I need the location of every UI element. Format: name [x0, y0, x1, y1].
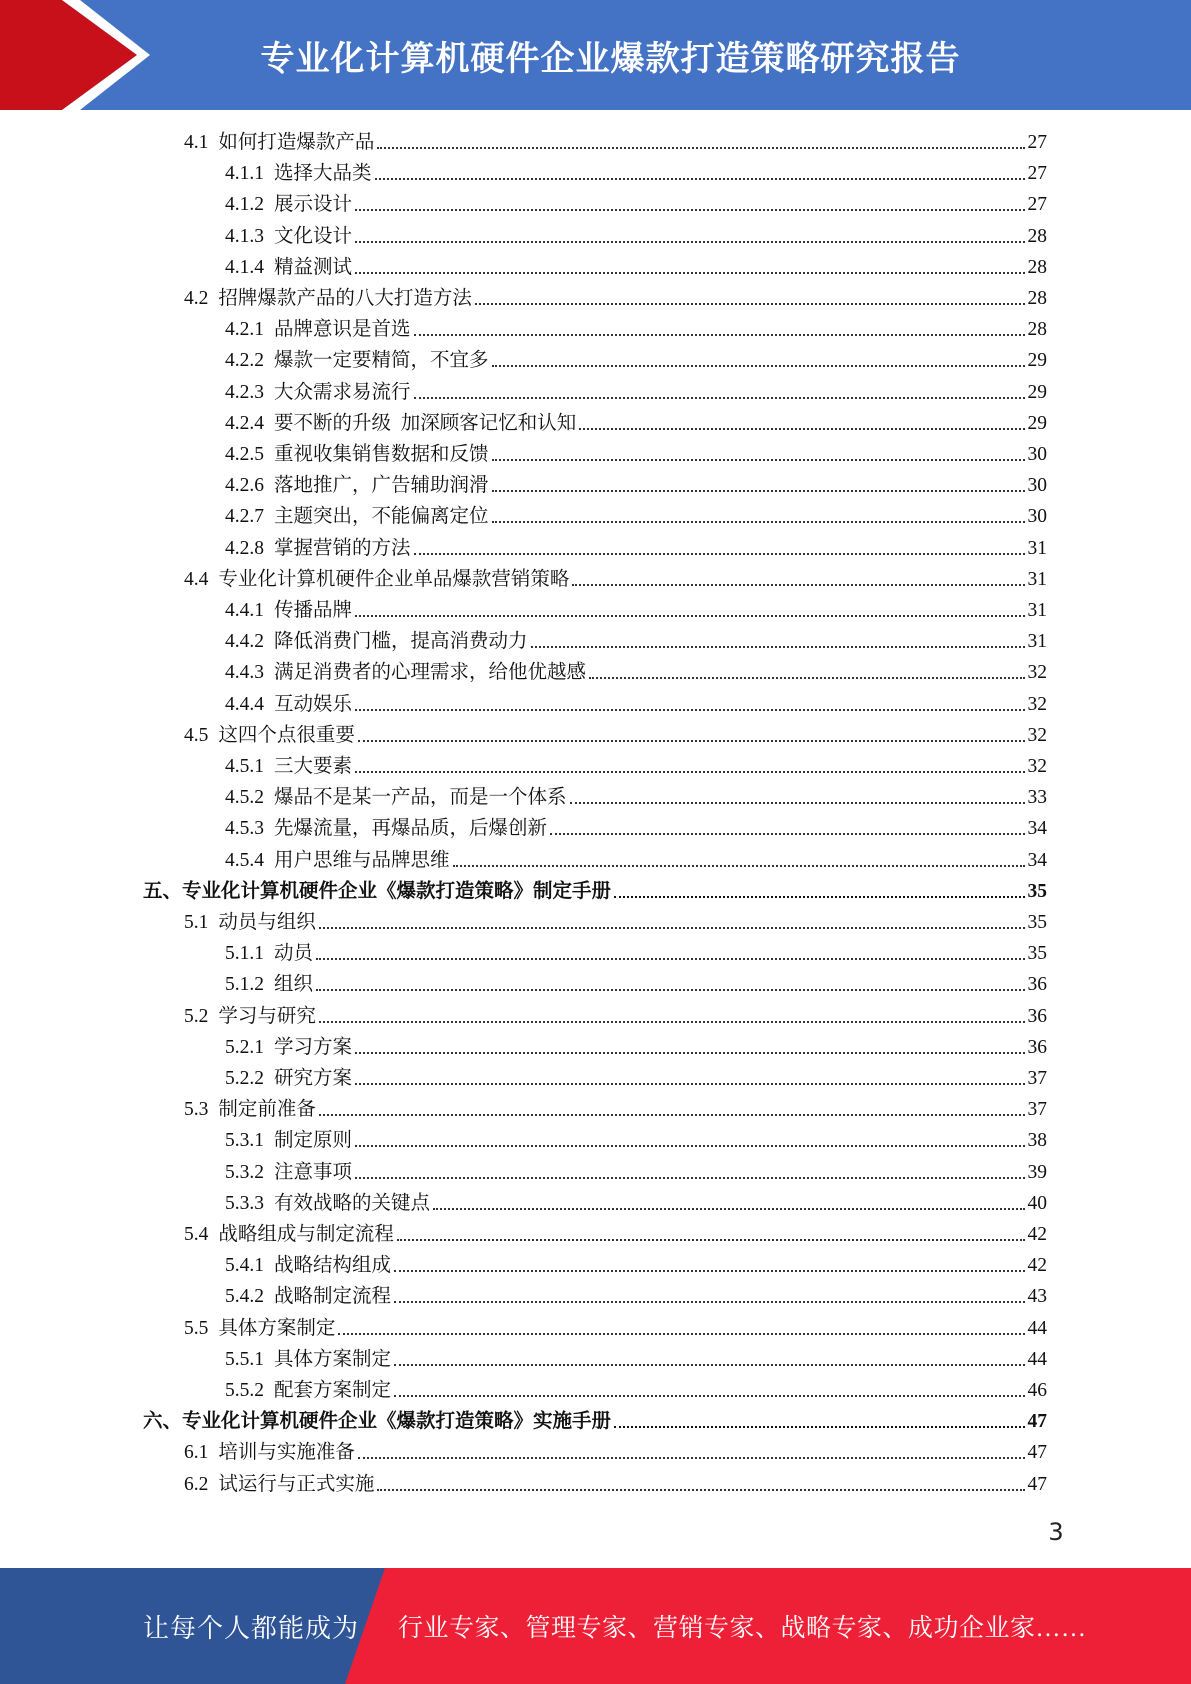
toc-entry[interactable] — [184, 907, 1047, 938]
toc-entry-title: 传播品牌 — [274, 600, 353, 621]
toc-entry-number: 4.1.1 — [225, 163, 264, 185]
toc-leader-dots — [433, 1207, 1024, 1210]
toc-entry-title: 制定原则 — [274, 1130, 353, 1152]
toc-entry-number: 4.1 — [184, 132, 209, 153]
toc-entry[interactable] — [225, 377, 1047, 408]
toc-entry-title: 专业化计算机硬件企业单品爆款营销策略 — [218, 568, 570, 590]
toc-entry-page: 30 — [1027, 506, 1047, 528]
toc-entry-number: 4.2.7 — [225, 506, 264, 528]
toc-entry-number: 5.4.1 — [225, 1255, 264, 1277]
toc-entry-page: 36 — [1027, 1005, 1047, 1027]
toc-entry-title: 爆款一定要精简，不宜多 — [274, 350, 489, 372]
toc-leader-dots — [355, 1176, 1024, 1179]
toc-entry-title: 重视收集销售数据和反馈 — [274, 444, 489, 465]
toc-entry-title: 先爆流量，再爆品质，后爆创新 — [274, 818, 548, 840]
toc-entry[interactable] — [225, 751, 1047, 782]
toc-entry-page: 30 — [1027, 475, 1047, 497]
toc-entry-title: 专业化计算机硬件企业《爆款打造策略》实施手册 — [182, 1411, 612, 1433]
toc-leader-dots — [355, 770, 1024, 773]
toc-entry-title: 制定前准备 — [218, 1099, 316, 1121]
toc-entry-title: 学习方案 — [274, 1036, 353, 1058]
toc-leader-dots — [492, 458, 1025, 461]
toc-entry[interactable] — [225, 657, 1047, 688]
toc-entry[interactable] — [184, 1313, 1047, 1344]
toc-entry[interactable] — [225, 1063, 1047, 1094]
toc-leader-dots — [589, 676, 1024, 679]
toc-leader-dots — [492, 489, 1025, 492]
toc-entry-page: 31 — [1027, 631, 1047, 653]
toc-entry[interactable] — [225, 470, 1047, 501]
toc-leader-dots — [355, 1144, 1024, 1147]
toc-entry-number: 5.3.2 — [225, 1161, 264, 1183]
toc-entry[interactable] — [225, 1032, 1047, 1063]
toc-leader-dots — [355, 708, 1024, 711]
toc-entry-title: 降低消费门槛，提高消费动力 — [274, 631, 528, 653]
toc-entry[interactable] — [184, 283, 1047, 314]
toc-entry-page: 46 — [1027, 1380, 1047, 1401]
toc-entry[interactable] — [225, 533, 1047, 564]
toc-leader-dots — [316, 957, 1024, 960]
toc-entry-page: 32 — [1027, 693, 1047, 715]
toc-leader-dots — [394, 1300, 1024, 1303]
toc-entry-page: 31 — [1027, 600, 1047, 621]
toc-entry-page: 36 — [1027, 1036, 1047, 1058]
toc-entry[interactable] — [184, 720, 1047, 751]
toc-leader-dots — [570, 801, 1025, 804]
toc-entry-page: 28 — [1027, 225, 1047, 247]
toc-entry-title: 大众需求易流行 — [274, 381, 411, 403]
toc-entry[interactable] — [184, 1219, 1047, 1250]
toc-entry-number: 5.3.1 — [225, 1130, 264, 1152]
toc-entry-number: 6.2 — [184, 1473, 209, 1495]
toc-entry-page: 31 — [1027, 537, 1047, 559]
toc-entry[interactable] — [225, 1281, 1047, 1312]
toc-entry-title: 用户思维与品牌思维 — [274, 849, 450, 871]
toc-entry-number: 5.5.1 — [225, 1348, 264, 1370]
toc-leader-dots — [377, 146, 1024, 149]
toc-entry-number: 4.1.4 — [225, 256, 264, 278]
toc-entry-title: 有效战略的关键点 — [274, 1192, 431, 1214]
footer-banner — [0, 1568, 1191, 1684]
toc-entry-title: 掌握营销的方法 — [274, 537, 411, 559]
toc-entry-number: 4.4.3 — [225, 662, 264, 684]
toc-entry[interactable] — [225, 595, 1047, 626]
footer-slogan-left: 让每个人都能成为 — [143, 1613, 360, 1643]
toc-entry-page: 28 — [1027, 256, 1047, 278]
toc-entry-page: 43 — [1027, 1286, 1047, 1308]
toc-entry[interactable] — [225, 813, 1047, 844]
toc-entry-number: 4.2.2 — [225, 350, 264, 372]
toc-leader-dots — [614, 895, 1024, 898]
toc-entry-page: 29 — [1027, 350, 1047, 372]
toc-entry-title: 互动娱乐 — [274, 693, 353, 715]
header-banner — [0, 0, 1191, 110]
toc-entry[interactable] — [225, 1250, 1047, 1281]
footer-slogan-right: 行业专家、管理专家、营销专家、战略专家、成功企业家…… — [398, 1615, 1087, 1642]
toc-entry-page: 28 — [1027, 319, 1047, 341]
toc-leader-dots — [338, 1332, 1024, 1335]
toc-entry-title: 专业化计算机硬件企业《爆款打造策略》制定手册 — [182, 880, 612, 902]
toc-entry-number: 5.5.2 — [225, 1380, 264, 1401]
toc-entry[interactable] — [184, 1437, 1047, 1468]
toc-leader-dots — [414, 333, 1025, 336]
toc-entry-number: 4.4.1 — [225, 600, 264, 621]
toc-leader-dots — [614, 1425, 1024, 1428]
toc-entry-page: 36 — [1027, 974, 1047, 996]
toc-leader-dots — [394, 1269, 1024, 1272]
toc-entry-title: 这四个点很重要 — [218, 724, 355, 746]
toc-entry-page: 37 — [1027, 1068, 1047, 1089]
toc-entry[interactable] — [225, 189, 1047, 220]
toc-leader-dots — [355, 614, 1024, 617]
toc-entry-title: 具体方案制定 — [274, 1348, 392, 1370]
toc-entry[interactable] — [225, 845, 1047, 876]
toc-entry-page: 27 — [1027, 163, 1047, 185]
toc-entry-title: 主题突出，不能偏离定位 — [274, 506, 489, 528]
toc-leader-dots — [355, 240, 1024, 243]
toc-leader-dots — [319, 1113, 1025, 1116]
toc-entry-page: 29 — [1027, 412, 1047, 434]
toc-leader-dots — [492, 364, 1025, 367]
toc-entry-number: 5.4 — [184, 1224, 209, 1245]
toc-entry[interactable] — [143, 876, 1047, 907]
toc-leader-dots — [414, 396, 1025, 399]
toc-entry-page: 32 — [1027, 724, 1047, 746]
toc-entry-title: 试运行与正式实施 — [218, 1473, 375, 1495]
toc-entry[interactable] — [225, 626, 1047, 657]
toc-leader-dots — [397, 1238, 1025, 1241]
toc-entry[interactable] — [225, 501, 1047, 532]
toc-entry[interactable] — [225, 782, 1047, 813]
toc-entry-page: 39 — [1027, 1161, 1047, 1183]
toc-leader-dots — [475, 302, 1025, 305]
toc-entry-page: 40 — [1027, 1192, 1047, 1214]
toc-leader-dots — [531, 645, 1025, 648]
toc-entry-page: 34 — [1027, 849, 1047, 871]
toc-entry-page: 28 — [1027, 288, 1047, 309]
toc-leader-dots — [355, 1082, 1024, 1085]
toc-entry-title: 组织 — [274, 974, 314, 996]
toc-entry-number: 4.5.2 — [225, 787, 264, 809]
toc-entry[interactable] — [225, 1157, 1047, 1188]
toc-entry-number: 4.1.3 — [225, 225, 264, 247]
toc-entry-title: 如何打造爆款产品 — [218, 132, 375, 153]
toc-entry-page: 27 — [1027, 132, 1047, 153]
toc-leader-dots — [358, 739, 1025, 742]
toc-entry-page: 44 — [1027, 1317, 1047, 1339]
toc-leader-dots — [394, 1394, 1024, 1397]
toc-entry-number: 5.2 — [184, 1005, 209, 1027]
toc-entry-number: 5.3 — [184, 1099, 209, 1121]
toc-leader-dots — [579, 427, 1024, 430]
toc-entry[interactable] — [225, 1125, 1047, 1156]
toc-entry-page: 37 — [1027, 1099, 1047, 1121]
toc-entry-title: 文化设计 — [274, 225, 353, 247]
toc-entry[interactable] — [225, 158, 1047, 189]
toc-leader-dots — [355, 271, 1024, 274]
toc-entry-page: 47 — [1027, 1473, 1047, 1495]
toc-entry-number: 4.2 — [184, 288, 209, 309]
toc-entry-title: 展示设计 — [274, 194, 353, 216]
toc-entry-number: 4.2.3 — [225, 381, 264, 403]
toc-entry-title: 动员 — [274, 943, 314, 965]
toc-entry-title: 满足消费者的心理需求，给他优越感 — [274, 662, 587, 684]
toc-entry-page: 30 — [1027, 444, 1047, 465]
toc-entry-page: 44 — [1027, 1348, 1047, 1370]
toc-entry-title: 研究方案 — [274, 1068, 353, 1089]
toc-entry[interactable] — [225, 969, 1047, 1000]
toc-entry[interactable] — [184, 127, 1047, 158]
toc-entry-page: 32 — [1027, 756, 1047, 777]
toc-entry-number: 4.4.4 — [225, 693, 264, 715]
toc-entry[interactable] — [225, 938, 1047, 969]
toc-entry-title: 培训与实施准备 — [218, 1442, 355, 1464]
toc-entry[interactable] — [225, 439, 1047, 470]
toc-entry[interactable] — [225, 1375, 1047, 1406]
toc-entry[interactable] — [184, 1094, 1047, 1125]
toc-entry[interactable] — [143, 1406, 1047, 1437]
toc-entry[interactable] — [225, 408, 1047, 439]
toc-entry-number: 4.5 — [184, 724, 209, 746]
toc-entry-number: 4.2.1 — [225, 319, 264, 341]
toc-entry-title: 精益测试 — [274, 256, 353, 278]
toc-leader-dots — [492, 520, 1025, 523]
toc-entry-page: 31 — [1027, 568, 1047, 590]
toc-entry-page: 47 — [1027, 1442, 1047, 1464]
toc-entry-number: 6.1 — [184, 1442, 209, 1464]
toc-entry-page: 47 — [1027, 1411, 1047, 1433]
toc-entry-number: 五、 — [143, 880, 183, 902]
toc-entry[interactable] — [225, 252, 1047, 283]
toc-entry-title: 要不断的升级 加深顾客记忆和认知 — [274, 412, 577, 434]
toc-entry-title: 配套方案制定 — [274, 1380, 392, 1401]
toc-entry-page: 34 — [1027, 818, 1047, 840]
toc-entry-title: 招牌爆款产品的八大打造方法 — [218, 288, 472, 309]
toc-entry-title: 爆品不是某一产品，而是一个体系 — [274, 787, 567, 809]
toc-entry-number: 5.2.2 — [225, 1068, 264, 1089]
toc-leader-dots — [453, 864, 1025, 867]
toc-entry-title: 落地推广，广告辅助润滑 — [274, 475, 489, 497]
toc-leader-dots — [358, 1456, 1025, 1459]
toc-entry[interactable] — [184, 1469, 1047, 1500]
toc-entry-number: 5.3.3 — [225, 1192, 264, 1214]
toc-entry-number: 4.5.4 — [225, 849, 264, 871]
toc-entry-number: 5.2.1 — [225, 1036, 264, 1058]
toc-entry-page: 35 — [1027, 880, 1047, 902]
report-title: 专业化计算机硬件企业爆款打造策略研究报告 — [260, 38, 961, 79]
toc-leader-dots — [550, 832, 1024, 835]
toc-leader-dots — [572, 583, 1024, 586]
toc-entry[interactable] — [184, 1001, 1047, 1032]
toc-entry-page: 29 — [1027, 381, 1047, 403]
toc-leader-dots — [377, 1488, 1024, 1491]
toc-entry-number: 4.2.5 — [225, 444, 264, 465]
toc-entry-title: 三大要素 — [274, 756, 353, 777]
toc-leader-dots — [319, 926, 1025, 929]
toc-entry-title: 学习与研究 — [218, 1005, 316, 1027]
toc-leader-dots — [414, 552, 1025, 555]
toc-entry-page: 42 — [1027, 1224, 1047, 1245]
toc-entry-title: 战略组成与制定流程 — [218, 1224, 394, 1245]
toc-entry-number: 4.4 — [184, 568, 209, 590]
toc-entry-page: 35 — [1027, 912, 1047, 933]
toc-entry-number: 5.5 — [184, 1317, 209, 1339]
toc-entry-page: 32 — [1027, 662, 1047, 684]
toc-entry-page: 38 — [1027, 1130, 1047, 1152]
toc-entry-number: 5.1.2 — [225, 974, 264, 996]
toc-entry-number: 4.2.8 — [225, 537, 264, 559]
toc-leader-dots — [316, 988, 1024, 991]
toc-entry-page: 42 — [1027, 1255, 1047, 1277]
toc-entry[interactable] — [225, 314, 1047, 345]
toc-entry-title: 注意事项 — [274, 1161, 353, 1183]
toc-entry-title: 具体方案制定 — [218, 1317, 336, 1339]
toc-leader-dots — [355, 208, 1024, 211]
header-red-chevron — [0, 0, 150, 110]
toc-entry-number: 4.4.2 — [225, 631, 264, 653]
toc-entry-number: 4.5.3 — [225, 818, 264, 840]
toc-entry-number: 5.4.2 — [225, 1286, 264, 1308]
toc-leader-dots — [319, 1020, 1025, 1023]
toc-entry-title: 战略制定流程 — [274, 1286, 392, 1308]
toc-entry-title: 品牌意识是首选 — [274, 319, 411, 341]
toc-entry-number: 4.1.2 — [225, 194, 264, 216]
toc-entry-number: 4.2.4 — [225, 412, 264, 434]
toc-leader-dots — [375, 177, 1025, 180]
page-number: 3 — [1048, 1518, 1064, 1546]
toc-leader-dots — [355, 1051, 1024, 1054]
toc-entry[interactable] — [184, 564, 1047, 595]
toc-leader-dots — [394, 1363, 1024, 1366]
toc-entry-number: 5.1 — [184, 912, 209, 933]
toc-entry-page: 33 — [1027, 787, 1047, 809]
toc-entry-title: 选择大品类 — [274, 163, 372, 185]
toc-entry-page: 27 — [1027, 194, 1047, 216]
toc-entry-page: 35 — [1027, 943, 1047, 965]
toc-entry-number: 六、 — [143, 1411, 183, 1433]
toc-entry-number: 4.2.6 — [225, 475, 264, 497]
toc-entry-number: 4.5.1 — [225, 756, 264, 777]
toc-entry-title: 动员与组织 — [218, 912, 316, 933]
toc-entry[interactable] — [225, 1344, 1047, 1375]
toc-entry-title: 战略结构组成 — [274, 1255, 392, 1277]
toc-entry[interactable] — [225, 221, 1047, 252]
toc-entry[interactable] — [225, 345, 1047, 376]
toc-entry-number: 5.1.1 — [225, 943, 264, 965]
toc-entry[interactable] — [225, 1188, 1047, 1219]
toc-entry[interactable] — [225, 689, 1047, 720]
